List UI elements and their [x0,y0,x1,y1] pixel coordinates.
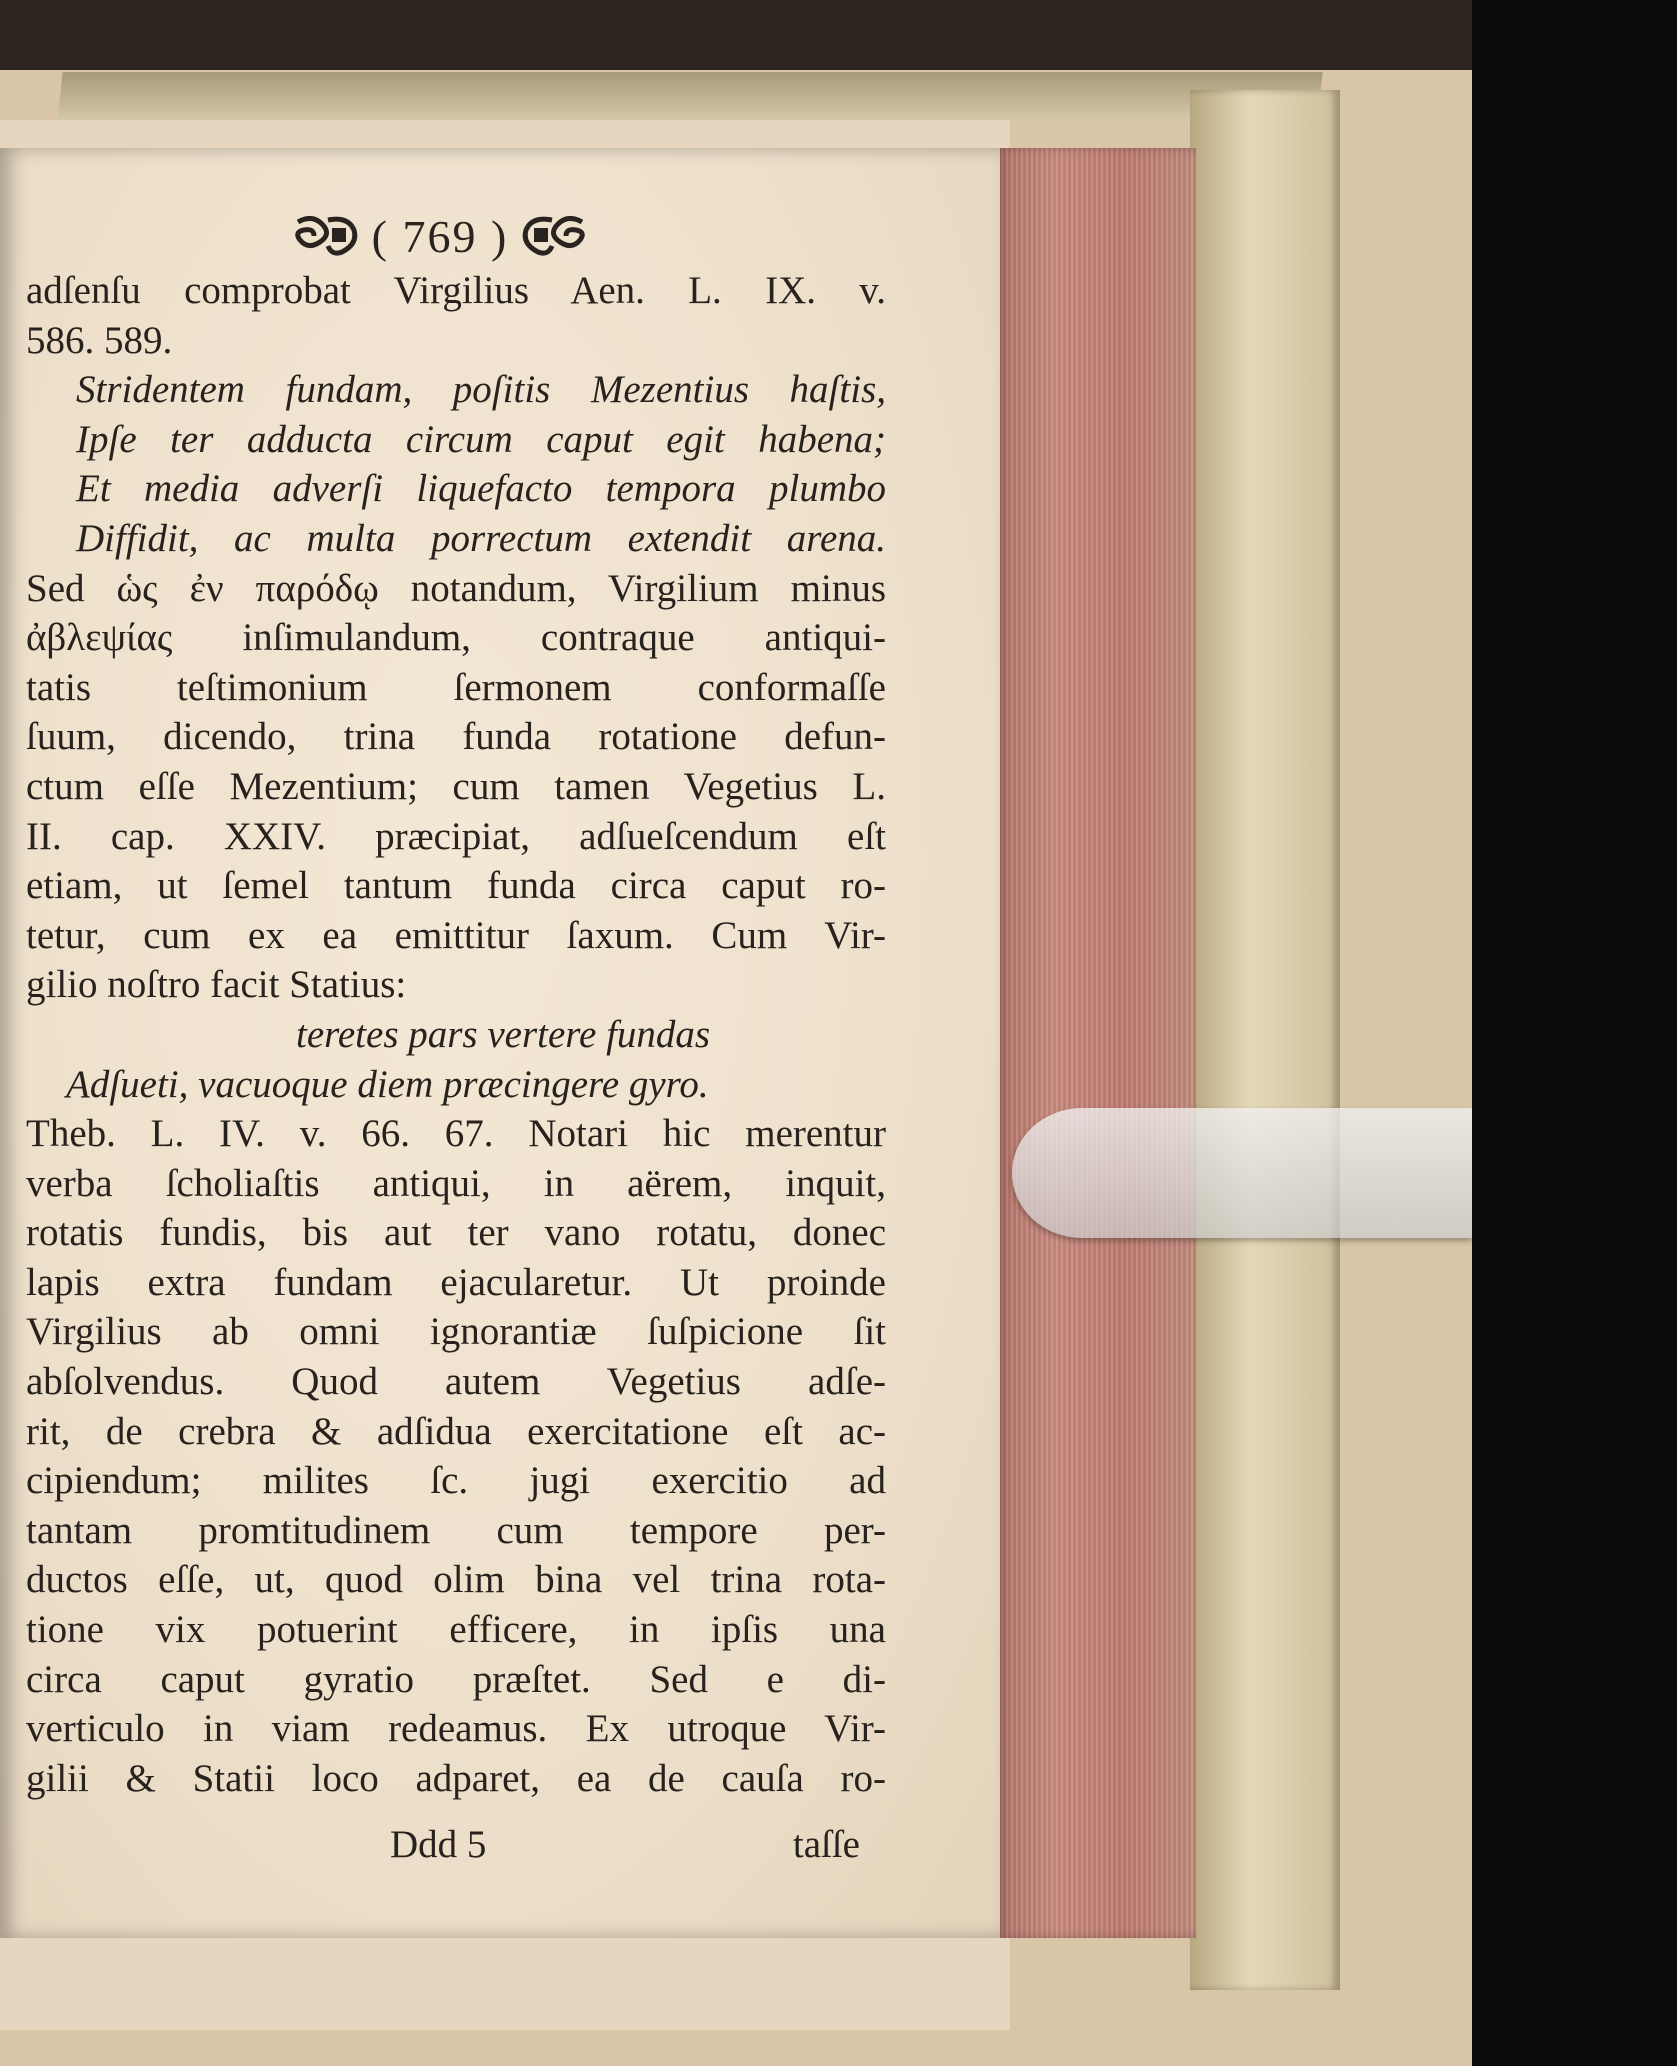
text-line: tione vix potuerint efficere, in ipſis una [26,1608,886,1652]
text-line: Theb. L. IV. v. 66. 67. Notari hic merentur [26,1112,886,1156]
text-line: Virgilius ab omni ignorantiæ ſuſpicione ſit [26,1310,886,1354]
text-line: lapis extra fundam ejacularetur. Ut proinde [26,1260,886,1304]
text-line: rotatis fundis, bis aut ter vano rotatu, donec [26,1211,886,1255]
text-line: abſolvendus. Quod autem Vegetius adſe- [26,1360,886,1404]
text-line: verticulo in viam redeamus. Ex utroque Vir- [26,1707,886,1751]
verse-line: Diffidit, ac multa porrectum extendit arena. [76,516,886,560]
text-line: tatis teſtimonium ſermonem conformaſſe [26,665,886,709]
verse-line: Ipſe ter adducta circum caput egit habena; [76,417,886,461]
verse-line: Stridentem fundam, poſitis Mezentius haſtis, [76,368,886,412]
background-right [1472,0,1677,2066]
text-line: gilii & Statii loco adparet, ea de cauſa ro- [26,1756,886,1800]
text-line: etiam, ut ſemel tantum funda circa caput ro- [26,864,886,908]
verse-line: Adſueti, vacuoque diem præcingere gyro. [66,1062,709,1106]
text-line: ductos eſſe, ut, quod olim bina vel trina rota- [26,1558,886,1602]
text-line: circa caput gyratio præſtet. Sed e di- [26,1657,886,1701]
verse-line: Et media adverſi liquefacto tempora plumbo [76,467,886,511]
text-line: II. cap. XXIV. præcipiat, adſueſcendum eſt [26,814,886,858]
book-cover-top-edge [57,72,1322,122]
text-line: Sed ὡς ἐν παρόδῳ notandum, Virgilium minus [26,566,886,610]
text-line: tantam promtitudinem cum tempore per- [26,1508,886,1552]
text-line: cipiendum; milites ſc. jugi exercitio ad [26,1459,886,1503]
text-line: gilio noſtro facit Statius: [26,963,407,1007]
page-body-text [26,266,886,1803]
red-page-edges [996,148,1196,1938]
running-head [270,205,610,267]
text-line: tetur, cum ex ea emittitur ſaxum. Cum Vir- [26,913,886,957]
text-line: rit, de crebra & adſidua exercitatione eſt ac- [26,1409,886,1453]
page-number: ( 769 ) [371,210,509,262]
verse-line: teretes pars vertere fundas [296,1012,711,1056]
signature-mark: Ddd 5 [390,1823,487,1866]
page-footer [390,1822,860,1867]
text-line: adſenſu comprobat Virgilius Aen. L. IX. v. [26,269,886,312]
background-top [0,0,1472,70]
catchword: taſſe [792,1823,860,1866]
text-line: 586. 589. [26,318,173,362]
book-cover-board [1190,90,1340,1990]
text-line: ἀβλεψίας inſimulandum, contraque antiqui- [26,616,886,660]
clear-bookmark-tab [1012,1108,1472,1238]
text-line: verba ſcholiaſtis antiqui, in aërem, inquit, [26,1161,886,1205]
text-line: ſuum, dicendo, trina funda rotatione defun- [26,715,886,759]
text-line: ctum eſſe Mezentium; cum tamen Vegetius L. [26,764,886,808]
ornament-left-icon [292,214,362,258]
ornament-right-icon [518,214,588,258]
